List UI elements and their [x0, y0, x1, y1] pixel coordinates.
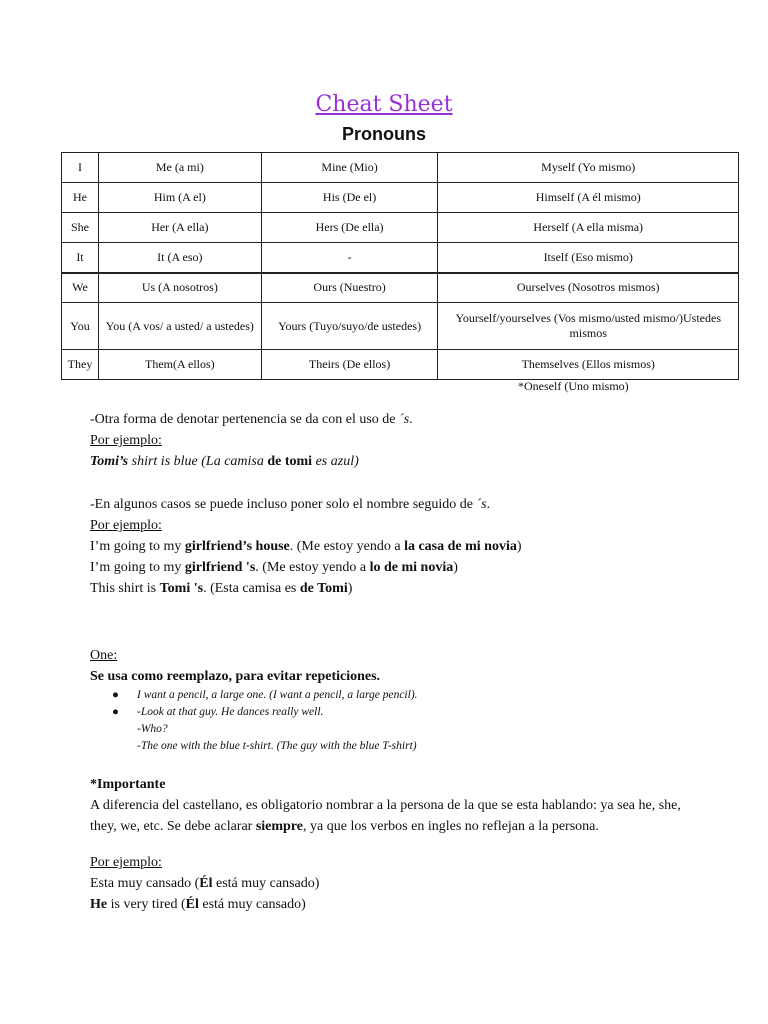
example-sentence [90, 557, 522, 578]
text-span: está muy cansado) [198, 897, 306, 912]
one-rule: Se usa como reemplazo, para evitar repeticiones. [90, 669, 381, 684]
table-footnote: *Oneself (Uno mismo) [518, 379, 629, 393]
bullet-icon: ● [112, 689, 119, 701]
pronouns-table [61, 152, 739, 380]
table-cell: His (De el) [261, 183, 438, 213]
text-span: la casa de mi novia [404, 539, 517, 554]
text-span: This shirt is [90, 581, 160, 596]
table-cell: It [62, 243, 99, 273]
list-item-continuation: -Who? [137, 723, 168, 735]
table-cell: They [62, 350, 99, 380]
text-span: Él [185, 897, 199, 912]
table-cell: Him (A el) [98, 183, 261, 213]
text-span: Esta muy cansado ( [90, 876, 200, 891]
important-paragraph [90, 795, 730, 816]
table-row [62, 213, 739, 243]
text-span: A diferencia del castellano, es obligatorio nombrar a la persona de la que se esta hablando: ya sea he, she, [90, 798, 681, 813]
text-span: -Look at that guy. He dances really well. [137, 706, 324, 718]
name-only-section [90, 494, 522, 599]
table-cell: She [62, 213, 99, 243]
text-span: girlfriend 's [184, 560, 256, 575]
text-span: . (Me estoy yendo a [255, 560, 370, 575]
text-span: ´s [476, 497, 487, 512]
text-span: siempre [255, 819, 304, 834]
example-label: Por ejemplo: [90, 855, 162, 870]
table-row [62, 153, 739, 183]
table-cell: Ourselves (Nosotros mismos) [438, 273, 739, 303]
example-sentence [90, 894, 319, 915]
text-span: . (Me estoy yendo a [289, 539, 405, 554]
list-item [112, 704, 418, 721]
table-cell: Hers (De ella) [261, 213, 438, 243]
table-cell: Theirs (De ellos) [261, 350, 438, 380]
text-span: Él [199, 876, 213, 891]
table-cell: Themselves (Ellos mismos) [438, 350, 739, 380]
text-span: girlfriend’s house [184, 539, 290, 554]
example-sentence [90, 578, 522, 599]
text-span: -En algunos casos se puede incluso poner solo el nombre seguido de [90, 497, 477, 512]
table-cell: He [62, 183, 99, 213]
text-span: ) [453, 560, 458, 575]
text-span: . (Esta camisa es [203, 581, 300, 596]
text-span: I want a pencil, a large one. (I want a pencil, a large pencil). [137, 689, 418, 701]
text-span: is very tired ( [107, 897, 186, 912]
important-heading: *Importante [90, 777, 166, 792]
table-row [62, 183, 739, 213]
text-span: I’m going to my [90, 560, 185, 575]
example-label: Por ejemplo: [90, 518, 162, 533]
table-cell: Yourself/yourselves (Vos mismo/usted mismo/)Ustedes mismos [438, 303, 739, 350]
table-cell: You (A vos/ a usted/ a ustedes) [98, 303, 261, 350]
text-span: está muy cansado) [212, 876, 320, 891]
list-item [112, 687, 418, 704]
text-span: ) [347, 581, 353, 596]
text-span: , ya que los verbos en ingles no reflejan a la persona. [303, 819, 599, 834]
text-span: He [90, 897, 108, 912]
text-span: de tomi [267, 454, 313, 469]
table-cell: Them(A ellos) [98, 350, 261, 380]
one-examples-list [112, 687, 418, 755]
name-only-rule [90, 494, 522, 515]
text-span: Tomi’s [90, 454, 129, 469]
table-cell: I [62, 153, 99, 183]
table-cell: It (A eso) [98, 243, 261, 273]
table-row [62, 303, 739, 350]
table-cell: Us (A nosotros) [98, 273, 261, 303]
text-span: es azul) [312, 454, 359, 469]
text-span: ´s [399, 412, 410, 427]
table-cell: Myself (Yo mismo) [438, 153, 739, 183]
text-span: . [486, 497, 491, 512]
text-span: I’m going to my [90, 539, 185, 554]
possession-rule [90, 409, 413, 430]
text-span: ) [516, 539, 522, 554]
important-paragraph [90, 816, 730, 837]
bullet-icon: ● [112, 706, 119, 718]
text-span: they, we, etc. Se debe aclarar [90, 819, 256, 834]
possession-section [90, 409, 413, 472]
text-span: shirt is blue (La camisa [128, 454, 268, 469]
text-span: Tomi 's [159, 581, 204, 596]
page-title: Cheat Sheet [315, 92, 453, 117]
example-label: Por ejemplo: [90, 433, 162, 448]
one-heading: One: [90, 648, 118, 663]
table-row [62, 243, 739, 273]
one-section [90, 645, 380, 687]
important-examples [90, 852, 319, 915]
text-span: . [409, 412, 413, 427]
section-title-pronouns: Pronouns [342, 124, 426, 144]
table-cell: You [62, 303, 99, 350]
table-cell: - [261, 243, 438, 273]
table-row [62, 350, 739, 380]
table-cell: Mine (Mio) [261, 153, 438, 183]
example-sentence [90, 873, 319, 894]
important-section [90, 774, 730, 837]
text-span: -Otra forma de denotar pertenencia se da con el uso de [90, 412, 400, 427]
table-cell: Himself (A él mismo) [438, 183, 739, 213]
table-cell: Me (a mi) [98, 153, 261, 183]
text-span: lo de mi novia [369, 560, 454, 575]
table-cell: Yours (Tuyo/suyo/de ustedes) [261, 303, 438, 350]
table-cell: Herself (A ella misma) [438, 213, 739, 243]
table-cell: Her (A ella) [98, 213, 261, 243]
table-cell: Itself (Eso mismo) [438, 243, 739, 273]
table-cell: We [62, 273, 99, 303]
example-sentence [90, 451, 413, 472]
text-span: de Tomi [299, 581, 348, 596]
example-sentence [90, 536, 522, 557]
table-row [62, 273, 739, 303]
list-item-continuation: -The one with the blue t-shirt. (The guy with the blue T-shirt) [137, 740, 417, 752]
table-cell: Ours (Nuestro) [261, 273, 438, 303]
